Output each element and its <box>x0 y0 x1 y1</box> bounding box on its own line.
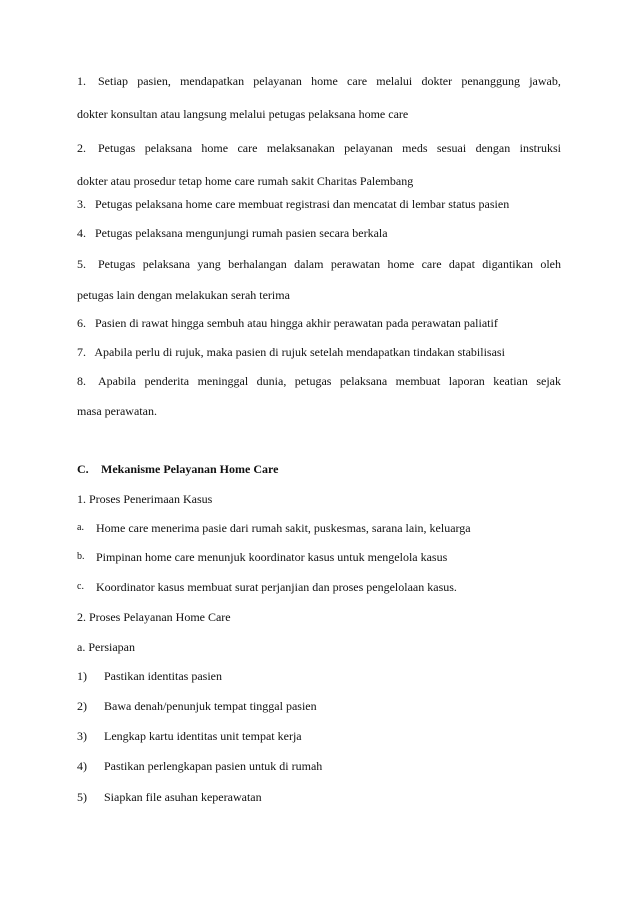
word: Apabila <box>98 374 136 388</box>
item-7-number: 7. <box>77 345 86 359</box>
word: Petugas <box>98 141 136 155</box>
word: care <box>237 141 258 155</box>
item-5-text <box>98 257 561 271</box>
list-item-text: Bawa denah/penunjuk tempat tinggal pasien <box>104 699 317 713</box>
persiapan-item-4 <box>77 759 322 773</box>
word: dunia, <box>256 374 287 388</box>
section-heading <box>77 462 278 476</box>
item-7-text: Apabila perlu di rujuk, maka pasien di rujuk setelah mendapatkan tindakan stabilisasi <box>94 345 505 359</box>
item-3-line <box>77 197 509 211</box>
item-5-number: 5. <box>77 257 86 271</box>
proses-2-title: 2. Proses Pelayanan Home Care <box>77 610 231 624</box>
list-marker: 4) <box>77 759 87 773</box>
item-4-text: Petugas pelaksana mengunjungi rumah pasien secara berkala <box>95 226 388 240</box>
item-4-number: 4. <box>77 226 86 240</box>
item-6-number: 6. <box>77 316 86 330</box>
persiapan-item-3 <box>77 729 302 743</box>
word: penderita <box>144 374 190 388</box>
word: meninggal <box>197 374 249 388</box>
item-6-line <box>77 316 498 330</box>
list-marker: 1) <box>77 669 87 683</box>
word: sesuai <box>436 141 467 155</box>
proses-1-item-b <box>77 550 447 564</box>
word: care <box>347 74 368 88</box>
list-item-text: Home care menerima pasie dari rumah sakit, puskesmas, sarana lain, keluarga <box>96 521 471 535</box>
word: instruksi <box>519 141 561 155</box>
word: home <box>201 141 229 155</box>
word: oleh <box>540 257 561 271</box>
word: care <box>421 257 442 271</box>
word: meds <box>402 141 428 155</box>
list-marker: 5) <box>77 790 87 804</box>
word: pelaksana <box>339 374 388 388</box>
persiapan-item-5 <box>77 790 262 804</box>
list-item-text: Pastikan perlengkapan pasien untuk di rumah <box>104 759 323 773</box>
item-1-number: 1. <box>77 74 86 88</box>
list-marker: 2) <box>77 699 87 713</box>
item-4-line <box>77 226 388 240</box>
item-3-number: 3. <box>77 197 86 211</box>
word: melalui <box>376 74 413 88</box>
section-title: Mekanisme Pelayanan Home Care <box>101 462 279 476</box>
word: dalam <box>294 257 324 271</box>
word: mendapatkan <box>180 74 245 88</box>
section-number: C. <box>77 462 89 476</box>
item-6-text: Pasien di rawat hingga sembuh atau hingga akhir perawatan pada perawatan paliatif <box>95 316 498 330</box>
item-1-line <box>77 74 561 88</box>
word: pelaksana <box>142 257 191 271</box>
item-2-number: 2. <box>77 141 86 155</box>
word: keatian <box>493 374 528 388</box>
list-item-text: Siapkan file asuhan keperawatan <box>104 790 262 804</box>
word: berhalangan <box>228 257 287 271</box>
word: dengan <box>475 141 511 155</box>
proses-1-item-c <box>77 580 457 594</box>
word: dapat <box>448 257 475 271</box>
word: petugas <box>294 374 332 388</box>
list-marker: a. <box>77 522 84 533</box>
item-7-line <box>77 345 505 359</box>
list-item-text: Koordinator kasus membuat surat perjanjian dan proses pengelolaan kasus. <box>96 580 457 594</box>
list-item-text: Pimpinan home care menunjuk koordinator kasus untuk mengelola kasus <box>96 550 448 564</box>
persiapan-item-1 <box>77 669 222 683</box>
proses-1-item-a <box>77 521 471 535</box>
item-1-continuation: dokter konsultan atau langsung melalui petugas pelaksana home care <box>77 107 409 121</box>
word: sejak <box>536 374 561 388</box>
item-8-continuation: masa perawatan. <box>77 404 157 418</box>
list-item-text: Pastikan identitas pasien <box>104 669 222 683</box>
word: digantikan <box>482 257 533 271</box>
word: yang <box>197 257 221 271</box>
proses-2-subtitle: a. Persiapan <box>77 640 135 654</box>
word: home <box>387 257 415 271</box>
word: Setiap <box>98 74 128 88</box>
word: jawab, <box>529 74 561 88</box>
word: pelayanan <box>344 141 393 155</box>
list-marker: b. <box>77 551 85 562</box>
word: penanggung <box>461 74 520 88</box>
list-marker: 3) <box>77 729 87 743</box>
item-8-line <box>77 374 561 388</box>
item-2-text <box>98 141 561 155</box>
list-marker: c. <box>77 581 84 592</box>
item-8-text <box>98 374 561 388</box>
persiapan-item-2 <box>77 699 317 713</box>
word: pasien, <box>137 74 171 88</box>
item-5-continuation: petugas lain dengan melakukan serah terima <box>77 288 290 302</box>
word: melaksanakan <box>266 141 335 155</box>
word: dokter <box>421 74 453 88</box>
item-5-line <box>77 257 561 271</box>
word: laporan <box>448 374 485 388</box>
proses-1-title: 1. Proses Penerimaan Kasus <box>77 492 213 506</box>
word: home <box>311 74 338 88</box>
list-item-text: Lengkap kartu identitas unit tempat kerja <box>104 729 302 743</box>
item-2-line <box>77 141 561 155</box>
item-3-text: Petugas pelaksana home care membuat registrasi dan mencatat di lembar status pasien <box>95 197 510 211</box>
word: pelaksana <box>144 141 193 155</box>
item-2-continuation: dokter atau prosedur tetap home care rumah sakit Charitas Palembang <box>77 174 414 188</box>
word: Petugas <box>98 257 136 271</box>
word: pelayanan <box>253 74 302 88</box>
word: membuat <box>395 374 441 388</box>
word: perawatan <box>330 257 381 271</box>
item-8-number: 8. <box>77 374 86 388</box>
item-1-text <box>98 74 561 88</box>
